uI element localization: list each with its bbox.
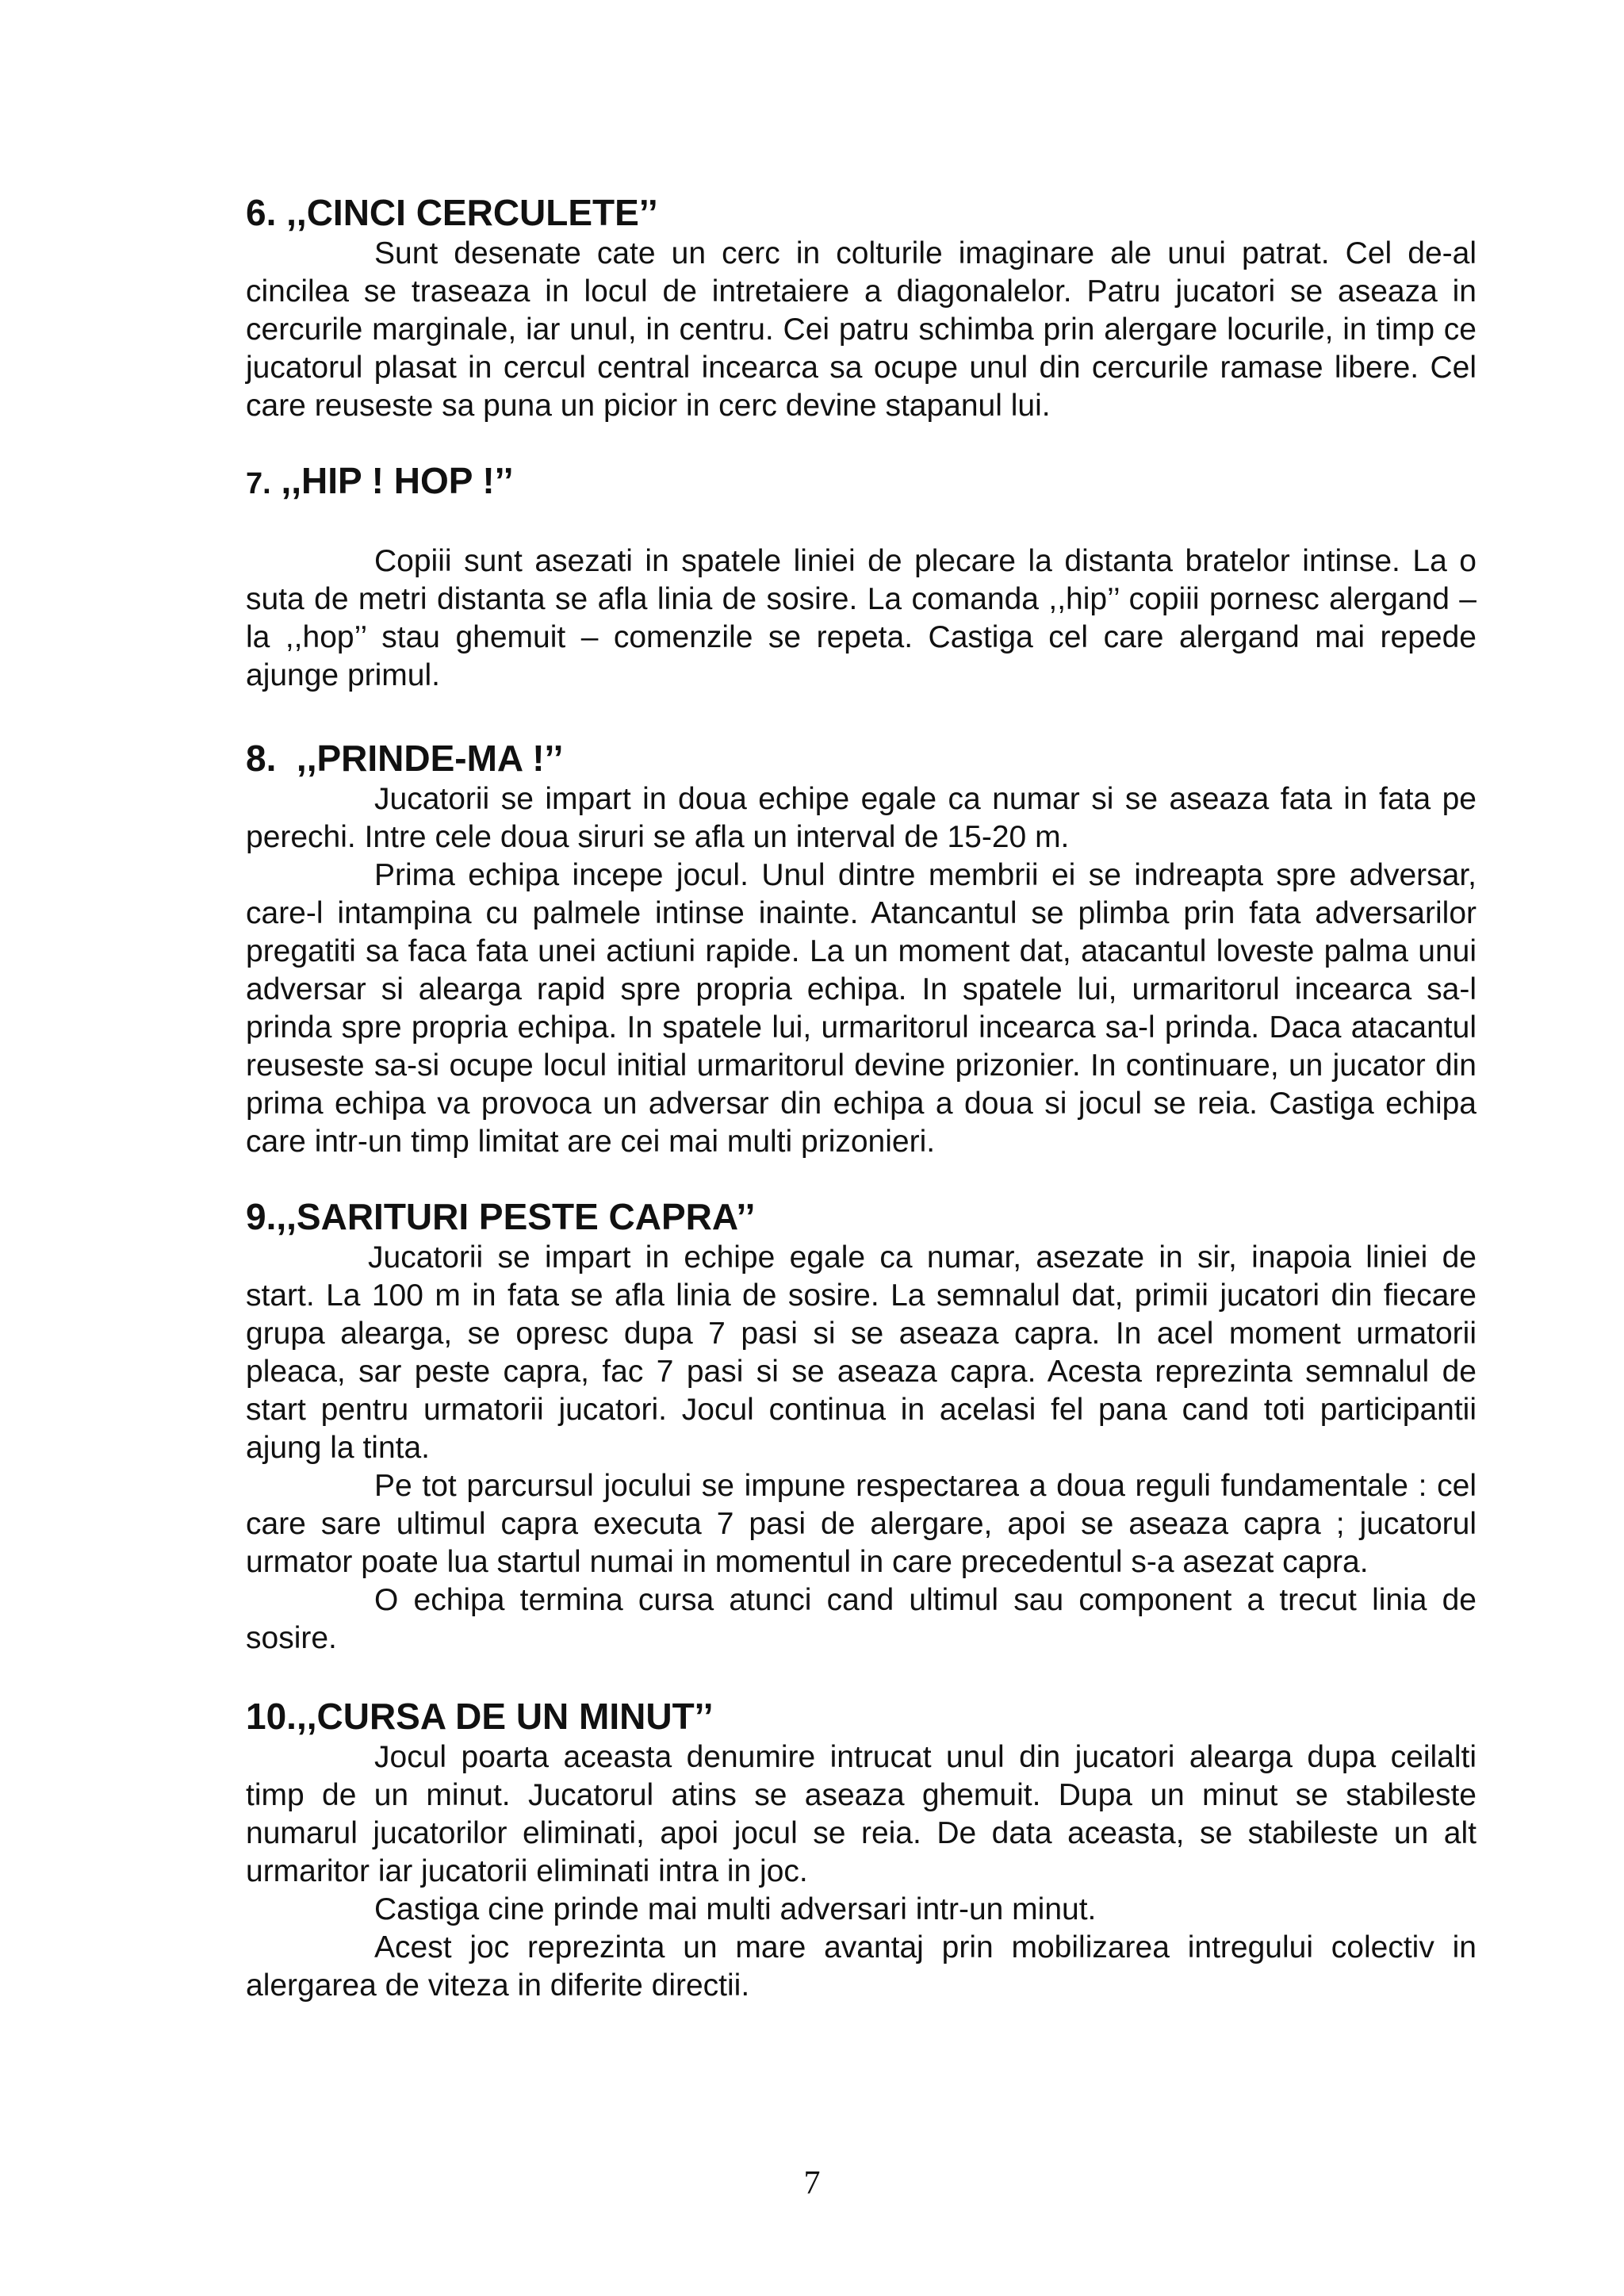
section-cursa-de-un-minut [246, 1694, 1477, 2005]
section-heading [246, 458, 1477, 506]
section-paragraph: Pe tot parcursul jocului se impune respectarea a doua reguli fundamentale : cel care sare ultimul capra executa 7 pasi de alergare, apoi se aseaza capra ; jucatorul urmator poate lua startul numai in momentul in care precedentul s-a asezat capra. [246, 1469, 1477, 1579]
section-paragraph: O echipa termina cursa atunci cand ultimul sau component a trecut linia de sosire. [246, 1583, 1477, 1655]
section-sarituri-peste-capra [246, 1194, 1477, 1658]
section-heading: 9.,,SARITURI PESTE CAPRA’’ [246, 1196, 756, 1237]
section-prinde-ma [246, 736, 1477, 1161]
section-heading-title: ,,HIP ! HOP !’’ [281, 460, 514, 501]
page-number: 7 [803, 2165, 821, 2202]
section-paragraph: Castiga cine prinde mai multi adversari intr-un minut. [374, 1892, 1097, 1926]
section-paragraph: Jocul poarta aceasta denumire intrucat unul din jucatori alearga dupa ceilalti timp de un minut. Jucatorul atins se aseaza ghemuit. Dupa un minut se stabileste numarul jucatorilor eliminati, apoi jocul se reia. De data aceasta, se stabileste un alt urmaritor iar jucatorii eliminati intra in joc. [246, 1740, 1477, 1888]
section-heading: 10.,,CURSA DE UN MINUT’’ [246, 1696, 714, 1737]
section-heading-number: 7. [246, 467, 271, 500]
section-cinci-cerculete [246, 190, 1477, 425]
section-paragraph: Jucatorii se impart in doua echipe egale ca numar si se aseaza fata in fata pe perechi. Intre cele doua siruri se afla un interval de 15-20 m. [246, 782, 1477, 854]
section-paragraph: Prima echipa incepe jocul. Unul dintre membrii ei se indreapta spre adversar, care-l intampina cu palmele intinse inainte. Atancantul se plimba prin fata adversarilor pregatiti sa faca fata unei actiuni rapide. La un moment dat, atacantul loveste palma unui adversar si alearga rapid spre propria echipa. In spatele lui, urmaritorul incearca sa-l prinda spre propria echipa. In spatele lui, urmaritorul incearca sa-l prinda. Daca atacantul reuseste sa-si ocupe locul initial urmaritorul devine prizonier. In continuare, un jucator din prima echipa va provoca un adversar din echipa a doua si jocul se reia. Castiga echipa care intr-un timp limitat are cei mai multi prizonieri. [246, 858, 1477, 1159]
section-paragraph: Jucatorii se impart in echipe egale ca numar, asezate in sir, inapoia liniei de start. La 100 m in fata se afla linia de sosire. La semnalul dat, primii jucatori din fiecare grupa alearga, se opresc dupa 7 pasi si se aseaza capra. In acel moment urmatorii pleaca, sar peste capra, fac 7 pasi si se aseaza capra. Acesta reprezinta semnalul de start pentru urmatorii jucatori. Jocul continua in acelasi fel pana cand toti participantii ajung la tinta. [246, 1240, 1477, 1465]
section-heading: 8. ,,PRINDE-MA !’’ [246, 738, 564, 779]
section-hip-hop [246, 458, 1477, 695]
section-paragraph: Copiii sunt asezati in spatele liniei de plecare la distanta bratelor intinse. La o suta de metri distanta se afla linia de sosire. La comanda ,,hip’’ copiii pornesc alergand – la ,,hop’’ stau ghemuit – comenzile se repeta. Castiga cel care alergand mai repede ajunge primul. [246, 544, 1477, 692]
section-heading: 6. ,,CINCI CERCULETE’’ [246, 192, 658, 233]
section-paragraph: Sunt desenate cate un cerc in colturile imaginare ale unui patrat. Cel de-al cincilea se traseaza in locul de intretaiere a diagonalelor. Patru jucatori se aseaza in cercurile marginale, iar unul, in centru. Cei patru schimba prin alergare locurile, in timp ce jucatorul plasat in cercul central incearca sa ocupe unul din cercurile ramase libere. Cel care reuseste sa puna un picior in cerc devine stapanul lui. [246, 236, 1477, 423]
document-page [246, 190, 1477, 2005]
section-paragraph: Acest joc reprezinta un mare avantaj prin mobilizarea intregului colectiv in alergarea de viteza in diferite directii. [246, 1930, 1477, 2003]
